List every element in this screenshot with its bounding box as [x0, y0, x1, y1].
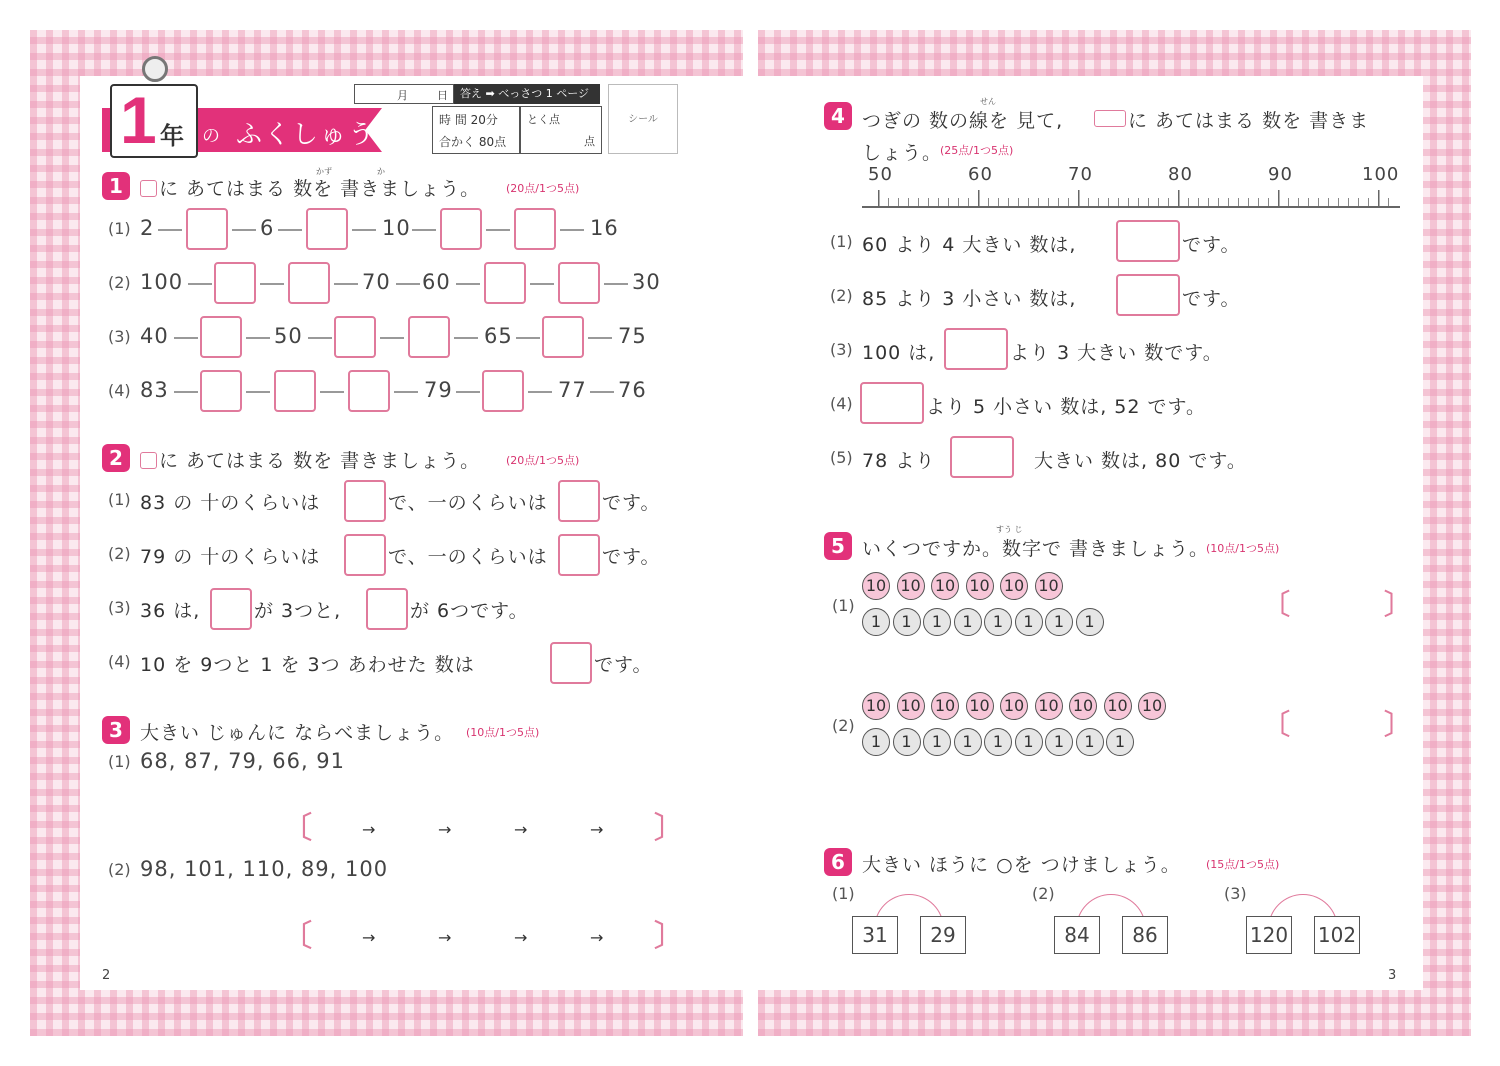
arrow-icon: → [438, 820, 452, 839]
q1-row2-label: (2) [108, 273, 131, 292]
answer-box[interactable] [366, 588, 408, 630]
q2-row2-c: です。 [602, 546, 661, 568]
page-number-right: 3 [1388, 968, 1397, 983]
coin-1-icon: 1 [984, 608, 1012, 636]
q2-row1-a: 83 の 十のくらいは [140, 492, 321, 514]
q4-row1-label: (1) [830, 232, 853, 251]
coin-10-icon: 10 [931, 692, 959, 720]
q2-row4-a: 10 を 9つと 1 を 3つ あわせた 数は [140, 654, 475, 676]
answer-box[interactable] [542, 316, 584, 358]
coin-10-icon: 10 [1069, 692, 1097, 720]
answer-box[interactable] [484, 262, 526, 304]
q4-square-icon [1094, 110, 1126, 127]
answer-box[interactable] [1116, 220, 1180, 262]
answer-box[interactable] [558, 262, 600, 304]
grade-number: 1 [120, 83, 157, 157]
tick-label: 100 [1362, 164, 1400, 185]
coin-10-icon: 10 [1035, 692, 1063, 720]
q1-row2-v4: 30 [632, 270, 661, 294]
coin-1-icon: 1 [1076, 728, 1104, 756]
answer-box[interactable] [558, 534, 600, 576]
q1-row3-v2: 50 [274, 324, 303, 348]
q2-text-label: に あてはまる 数を 書きましょう。 [159, 450, 481, 472]
answer-box[interactable] [860, 382, 924, 424]
q1-row1-label: (1) [108, 219, 131, 238]
time-label: 時 間 20分 [439, 113, 498, 127]
q2-row2-b: で、一のくらいは [388, 546, 548, 568]
q1-text-label: に あてはまる 数を 書きましょう。 [159, 178, 481, 200]
q2-text [140, 446, 480, 473]
coin-1-icon: 1 [1015, 608, 1043, 636]
bracket-close: 〕 [654, 919, 684, 954]
answer-box[interactable] [186, 208, 228, 250]
coin-1-icon: 1 [923, 728, 951, 756]
tick-label: 60 [968, 164, 993, 185]
q6-row3-label: (3) [1224, 884, 1247, 903]
q4-text1: つぎの 数の線を 見て, [862, 110, 1064, 132]
answer-box[interactable] [558, 480, 600, 522]
answer-box[interactable] [944, 328, 1008, 370]
coin-1-icon: 1 [1106, 728, 1134, 756]
coin-10-icon: 10 [1138, 692, 1166, 720]
answer-box[interactable] [274, 370, 316, 412]
q2-row2-label: (2) [108, 544, 131, 563]
arrow-icon: → [514, 820, 528, 839]
q4-points: (25点/1つ5点) [940, 144, 1014, 157]
month-label: 月 [397, 89, 408, 102]
coin-1-icon: 1 [984, 728, 1012, 756]
answer-box[interactable] [200, 316, 242, 358]
answer-box[interactable] [482, 370, 524, 412]
q3-row2-label: (2) [108, 860, 131, 879]
q1-row3-v4: 75 [618, 324, 647, 348]
q2-row3-c: が 6つです。 [410, 600, 529, 622]
answer-box[interactable] [306, 208, 348, 250]
q4-badge: 4 [824, 102, 852, 130]
coin-1-icon: 1 [1015, 728, 1043, 756]
page-title: ふくしゅう ① [236, 120, 412, 150]
coin-1-icon: 1 [893, 728, 921, 756]
bracket-open: 〔 [1262, 708, 1291, 741]
q1-row4-v3: 77 [558, 378, 587, 402]
q2-row4-c: です。 [594, 654, 653, 676]
score-label: とく点 [527, 113, 560, 126]
q1-row1-v1: 2 [140, 216, 155, 240]
tick-label: 70 [1068, 164, 1093, 185]
left-page [80, 76, 743, 990]
coin-1-icon: 1 [954, 728, 982, 756]
arrow-icon: → [514, 928, 528, 947]
q6-choice-a[interactable]: 120 [1246, 916, 1292, 954]
q5-furi-suuji: すう じ [996, 525, 1023, 534]
coin-10-icon: 10 [897, 692, 925, 720]
arrow-icon: → [590, 928, 604, 947]
answer-box[interactable] [514, 208, 556, 250]
header-clip-icon [142, 56, 168, 82]
answer-box[interactable] [200, 370, 242, 412]
coin-10-icon: 10 [966, 692, 994, 720]
answer-box[interactable] [408, 316, 450, 358]
q2-row3-b: が 3つと, [254, 600, 342, 622]
answer-box[interactable] [334, 316, 376, 358]
q2-badge: 2 [102, 444, 130, 472]
q5-text: いくつですか。数字で 書きましょう。 [862, 538, 1210, 560]
q2-row1-label: (1) [108, 490, 131, 509]
tick-label: 50 [868, 164, 893, 185]
coin-10-icon: 10 [1000, 572, 1028, 600]
bracket-open: 〔 [1262, 588, 1291, 621]
q2-row1-b: で、一のくらいは [388, 492, 548, 514]
coin-10-icon: 10 [1035, 572, 1063, 600]
arrow-icon: → [362, 820, 376, 839]
q6-row2-label: (2) [1032, 884, 1055, 903]
q1-row2-v3: 60 [422, 270, 451, 294]
coin-1-icon: 1 [1076, 608, 1104, 636]
q5-row2-label: (2) [832, 716, 855, 735]
answer-box[interactable] [440, 208, 482, 250]
answer-box[interactable] [550, 642, 592, 684]
coin-1-icon: 1 [893, 608, 921, 636]
q6-choice-a[interactable]: 31 [852, 916, 898, 954]
q1-furi-ka: か [377, 167, 385, 176]
answer-box[interactable] [210, 588, 252, 630]
q5-badge: 5 [824, 532, 852, 560]
header-no: の [202, 126, 220, 147]
answer-box[interactable] [348, 370, 390, 412]
q4-row5-label: (5) [830, 448, 853, 467]
arrow-icon: → [590, 820, 604, 839]
bracket-open: 〔 [282, 811, 312, 846]
q4-text3: しょう。 [862, 142, 943, 164]
number-line-axis [862, 206, 1400, 208]
q5-answer-1[interactable] [1288, 588, 1388, 622]
q3-badge: 3 [102, 716, 130, 744]
q4-row2-label: (2) [830, 286, 853, 305]
q6-choice-b[interactable]: 29 [920, 916, 966, 954]
coin-1-icon: 1 [1045, 608, 1073, 636]
q2-row4-label: (4) [108, 652, 131, 671]
coin-1-icon: 1 [954, 608, 982, 636]
q6-choice-b[interactable]: 102 [1314, 916, 1360, 954]
q6-choice-a[interactable]: 84 [1054, 916, 1100, 954]
q1-badge: 1 [102, 172, 130, 200]
q4-row4-b: より 5 小さい 数は, 52 です。 [926, 396, 1206, 418]
q6-choice-b[interactable]: 86 [1122, 916, 1168, 954]
q6-row1-label: (1) [832, 884, 855, 903]
q2-row1-c: です。 [602, 492, 661, 514]
bracket-open: 〔 [282, 919, 312, 954]
answer-box[interactable] [214, 262, 256, 304]
q4-row5-a: 78 より [862, 450, 936, 472]
arrow-icon: → [438, 928, 452, 947]
q1-row1-v4: 16 [590, 216, 619, 240]
arrow-icon: → [362, 928, 376, 947]
coin-10-icon: 10 [897, 572, 925, 600]
answer-box[interactable] [950, 436, 1014, 478]
bracket-close: 〕 [1384, 588, 1413, 621]
q4-row1-b: です。 [1182, 234, 1241, 256]
coin-1-icon: 1 [862, 608, 890, 636]
grade-kanji: 年 [160, 122, 184, 150]
answer-box[interactable] [344, 534, 386, 576]
q3-row1-list: 68, 87, 79, 66, 91 [140, 749, 346, 773]
time-box [432, 106, 520, 154]
q4-row3-b: より 3 大きい 数です。 [1010, 342, 1223, 364]
coin-1-icon: 1 [862, 728, 890, 756]
q4-row5-b: 大きい 数は, 80 です。 [1034, 450, 1247, 472]
q1-row2-v1: 100 [140, 270, 184, 294]
q1-square-icon [140, 180, 157, 197]
q6-text: 大きい ほうに ○を つけましょう。 [862, 854, 1181, 876]
answer-box[interactable] [1116, 274, 1180, 316]
q1-furi-kazu: かず [316, 167, 332, 176]
q1-row4-v1: 83 [140, 378, 169, 402]
right-page [758, 76, 1423, 990]
q5-row1-label: (1) [832, 596, 855, 615]
q4-row1-a: 60 より 4 大きい 数は, [862, 234, 1077, 256]
q4-row4-label: (4) [830, 394, 853, 413]
coin-10-icon: 10 [862, 572, 890, 600]
bracket-close: 〕 [1384, 708, 1413, 741]
q4-row3-a: 100 は, [862, 342, 936, 364]
answer-box[interactable] [344, 480, 386, 522]
q1-row4-v2: 79 [424, 378, 453, 402]
answer-box[interactable] [288, 262, 330, 304]
q4-furi-sen: せん [980, 97, 996, 106]
q1-row4-label: (4) [108, 381, 131, 400]
number-line-major-ticks [878, 190, 1398, 206]
q2-row3-a: 36 は, [140, 600, 201, 622]
q1-row1-v2: 6 [260, 216, 275, 240]
tick-label: 80 [1168, 164, 1193, 185]
q4-row3-label: (3) [830, 340, 853, 359]
q2-row2-a: 79 の 十のくらいは [140, 546, 321, 568]
coin-1-icon: 1 [1045, 728, 1073, 756]
q3-points: (10点/1つ5点) [466, 726, 540, 739]
q1-row3-v1: 40 [140, 324, 169, 348]
q1-points: (20点/1つ5点) [506, 182, 580, 195]
score-box [520, 106, 602, 154]
page-number-left: 2 [102, 968, 111, 983]
q4-text2: に あてはまる 数を 書きま [1128, 110, 1370, 132]
q1-row3-label: (3) [108, 327, 131, 346]
q4-row2-b: です。 [1182, 288, 1241, 310]
q1-row3-v3: 65 [484, 324, 513, 348]
coin-10-icon: 10 [1000, 692, 1028, 720]
q3-row1-label: (1) [108, 752, 131, 771]
q5-answer-2[interactable] [1288, 708, 1388, 742]
sticker-box[interactable]: シール [608, 84, 678, 154]
q2-square-icon [140, 452, 157, 469]
coin-10-icon: 10 [1104, 692, 1132, 720]
q1-text [140, 174, 480, 201]
q3-text: 大きい じゅんに ならべましょう。 [140, 722, 455, 744]
q1-row4-v4: 76 [618, 378, 647, 402]
q4-row2-a: 85 より 3 小さい 数は, [862, 288, 1077, 310]
answers-label: 答え ➡ べっさつ 1 ページ [454, 84, 600, 104]
coin-1-icon: 1 [923, 608, 951, 636]
q1-row2-v2: 70 [362, 270, 391, 294]
tick-label: 90 [1268, 164, 1293, 185]
q6-badge: 6 [824, 848, 852, 876]
q2-row3-label: (3) [108, 598, 131, 617]
coin-10-icon: 10 [966, 572, 994, 600]
coin-10-icon: 10 [862, 692, 890, 720]
q6-points: (15点/1つ5点) [1206, 858, 1280, 871]
bracket-close: 〕 [654, 811, 684, 846]
q3-row2-list: 98, 101, 110, 89, 100 [140, 857, 389, 881]
q5-points: (10点/1つ5点) [1206, 542, 1280, 555]
date-box [354, 84, 454, 104]
coin-10-icon: 10 [931, 572, 959, 600]
q1-row1-v3: 10 [382, 216, 411, 240]
pass-label: 合かく 80点 [439, 135, 507, 149]
q2-points: (20点/1つ5点) [506, 454, 580, 467]
day-label: 日 [437, 89, 448, 102]
score-unit: 点 [584, 135, 595, 148]
